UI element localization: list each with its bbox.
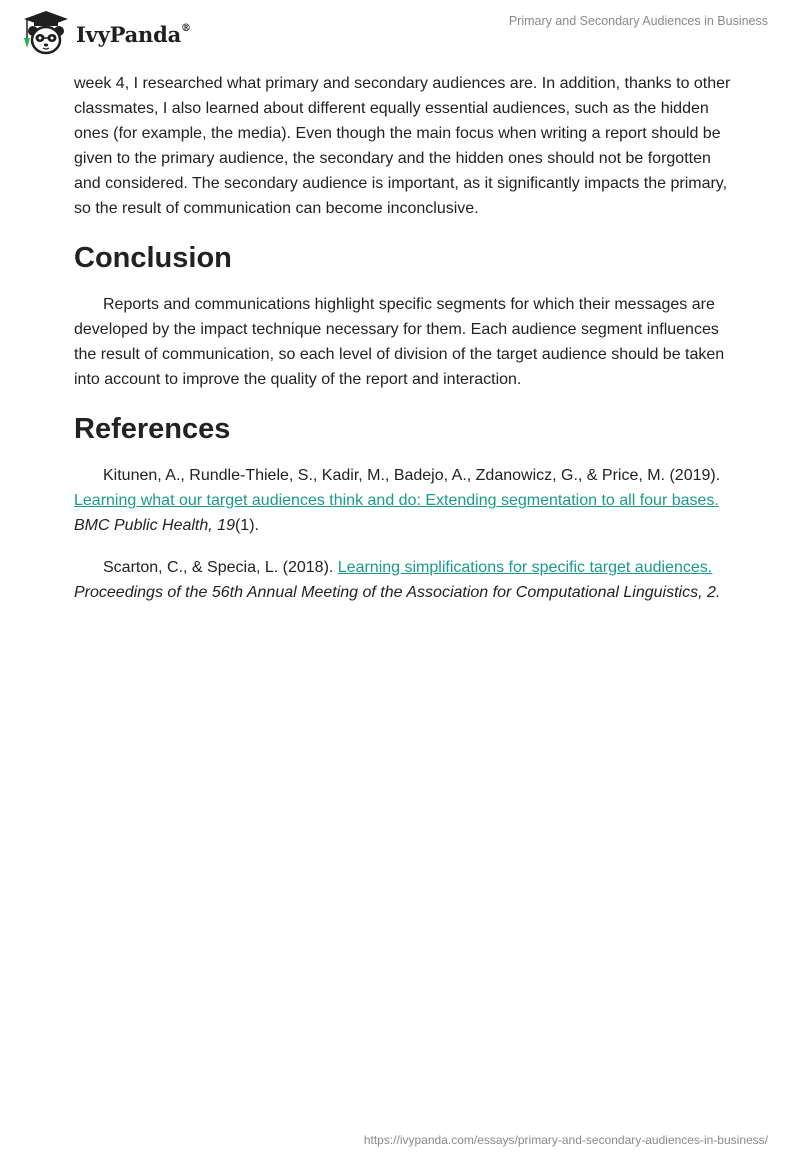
panda-graduate-icon <box>14 8 74 58</box>
intro-paragraph: week 4, I researched what primary and secondary audiences are. In addition, thanks to other classmates, I also learned about different equally essential audiences, such as the hidden ones (for example, the media). Even though the main focus when writing a report should be given to the primary audience, the secondary and the hidden ones should not be forgotten and considered. The secondary audience is important, as it significantly impacts the primary, so the result of communication can become inconclusive. <box>74 75 731 217</box>
footer-url: https://ivypanda.com/essays/primary-and-secondary-audiences-in-business/ <box>363 1133 768 1147</box>
reference-journal: Proceedings of the 56th Annual Meeting of the Association for Computational Linguistics, 2. <box>74 584 721 601</box>
conclusion-heading: Conclusion <box>74 242 232 274</box>
conclusion-paragraph: Reports and communications highlight specific segments for which their messages are developed by the impact technique necessary for them. Each audience segment influences the result of communication, so each level of division of the target audience should be taken into account to improve the quality of the report and interaction. <box>74 296 725 388</box>
reference-authors: Kitunen, A., Rundle-Thiele, S., Kadir, M., Badejo, A., Zdanowicz, G., & Price, M. (2019). <box>103 467 721 484</box>
ivypanda-logo[interactable] <box>14 8 191 58</box>
reference-volume: 19 <box>217 517 235 534</box>
brand-name: IvyPanda® <box>76 21 191 47</box>
running-head-title: Primary and Secondary Audiences in Business <box>508 14 768 28</box>
reference-link[interactable]: Learning what our target audiences think and do: Extending segmentation to all four bases. <box>74 492 719 509</box>
reference-authors: Scarton, C., & Specia, L. (2018). <box>103 559 338 576</box>
reference-item <box>74 555 734 605</box>
reference-link[interactable]: Learning simplifications for specific target audiences. <box>337 559 713 576</box>
reference-item <box>74 463 734 538</box>
reference-journal: BMC Public Health, <box>74 517 218 534</box>
reference-issue: (1). <box>234 517 259 534</box>
essay-content <box>74 71 734 622</box>
page-header <box>0 0 800 64</box>
references-heading: References <box>74 413 231 445</box>
